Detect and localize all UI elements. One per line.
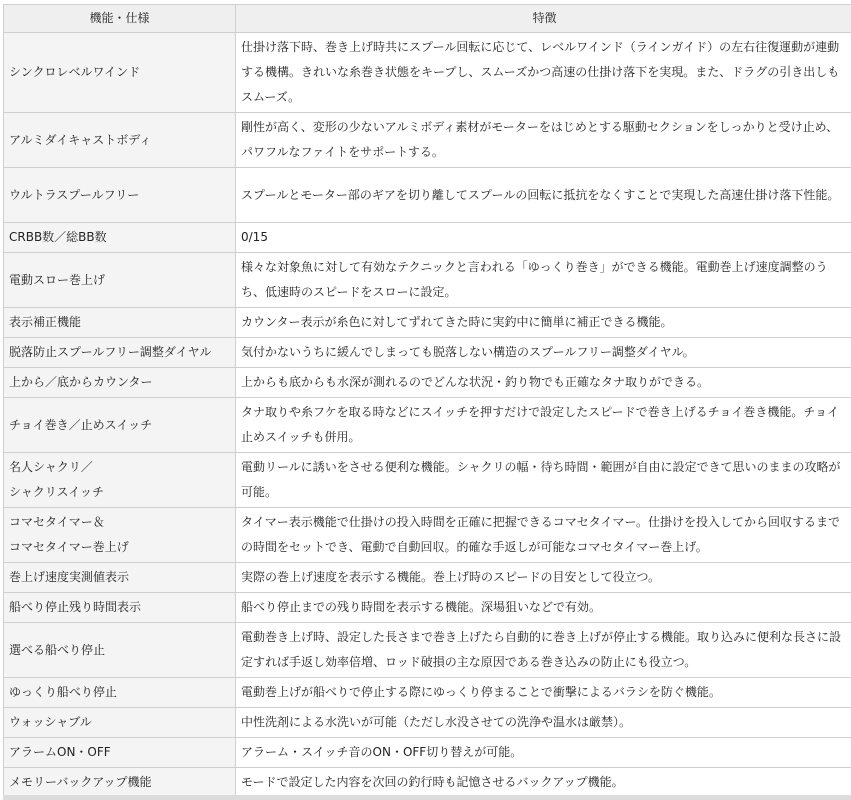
feature-name-cell: ウルトラスプールフリー [4,168,236,223]
feature-name-cell: ウォッシャブル [4,708,236,738]
feature-description-cell: スプールとモーター部のギアを切り離してスプールの回転に抵抗をなくすことで実現した高速仕掛け落下性能。 [236,168,851,223]
feature-description-cell: 仕掛け落下時、巻き上げ時共にスプール回転に応じて、レベルワインド（ラインガイド）の左右往復運動が連動する機構。きれいな糸巻き状態をキープし、スムーズかつ高速の仕掛け落下を実現。また、ドラグの引き出しもスムーズ。 [236,33,851,113]
table-row [4,708,851,738]
feature-description-cell: アラーム・スイッチ音のON・OFF切り替えが可能。 [236,738,851,768]
feature-name-cell: 選べる船べり停止 [4,623,236,678]
table-row [4,453,851,508]
feature-description-cell: 気付かないうちに緩んでしまっても脱落しない構造のスプールフリー調整ダイヤル。 [236,338,851,368]
table-row [4,33,851,113]
feature-description-cell: タイマー表示機能で仕掛けの投入時間を正確に把握できるコマセタイマー。仕掛けを投入してから回収するまでの時間をセットでき、電動で自動回収。的確な手返しが可能なコマセタイマー巻上げ。 [236,508,851,563]
spec-table [3,4,851,798]
table-row [4,508,851,563]
column-header-description: 特徴 [236,5,851,33]
feature-description-cell: 上からも底からも水深が測れるのでどんな状況・釣り物でも正確なタナ取りができる。 [236,368,851,398]
table-row [4,113,851,168]
table-row [4,168,851,223]
feature-description-cell: 中性洗剤による水洗いが可能（ただし水没させての洗浄や温水は厳禁）。 [236,708,851,738]
feature-name-cell: アルミダイキャストボディ [4,113,236,168]
feature-description-cell: 0/15 [236,223,851,253]
table-row [4,253,851,308]
table-row [4,768,851,798]
feature-name-cell: 上から／底からカウンター [4,368,236,398]
feature-name-cell: 巻上げ速度実測値表示 [4,563,236,593]
table-row [4,623,851,678]
feature-name-cell: チョイ巻き／止めスイッチ [4,398,236,453]
table-row [4,738,851,768]
feature-name-cell: CRBB数／総BB数 [4,223,236,253]
feature-name-cell: 脱落防止スプールフリー調整ダイヤル [4,338,236,368]
table-row [4,368,851,398]
horizontal-scrollbar[interactable] [3,795,851,800]
feature-name-cell: シンクロレベルワインド [4,33,236,113]
feature-name-cell: 名人シャクリ／ シャクリスイッチ [4,453,236,508]
feature-description-cell: 電動巻上げが船べりで停止する際にゆっくり停まることで衝撃によるバラシを防ぐ機能。 [236,678,851,708]
table-row [4,678,851,708]
feature-name-cell: コマセタイマー＆ コマセタイマー巻上げ [4,508,236,563]
table-row [4,563,851,593]
feature-name-cell: メモリーバックアップ機能 [4,768,236,798]
table-row [4,223,851,253]
table-row [4,308,851,338]
table-row [4,398,851,453]
feature-description-cell: 様々な対象魚に対して有効なテクニックと言われる「ゆっくり巻き」ができる機能。電動巻上げ速度調整のうち、低速時のスピードをスローに設定。 [236,253,851,308]
feature-description-cell: タナ取りや糸フケを取る時などにスイッチを押すだけで設定したスピードで巻き上げるチョイ巻き機能。チョイ止めスイッチも併用。 [236,398,851,453]
table-row [4,338,851,368]
feature-name-cell: アラームON・OFF [4,738,236,768]
feature-description-cell: 船べり停止までの残り時間を表示する機能。深場狙いなどで有効。 [236,593,851,623]
feature-description-cell: 実際の巻上げ速度を表示する機能。巻上げ時のスピードの目安として役立つ。 [236,563,851,593]
table-row [4,593,851,623]
feature-name-cell: 船べり停止残り時間表示 [4,593,236,623]
table-header-row [4,5,851,33]
feature-description-cell: モードで設定した内容を次回の釣行時も記憶させるバックアップ機能。 [236,768,851,798]
column-header-feature: 機能・仕様 [4,5,236,33]
feature-description-cell: 電動巻き上げ時、設定した長さまで巻き上げたら自動的に巻き上げが停止する機能。取り込みに便利な長さに設定すれば手返し効率倍増、ロッド破損の主な原因である巻き込みの防止にも役立つ。 [236,623,851,678]
feature-name-cell: 電動スロー巻上げ [4,253,236,308]
feature-name-cell: ゆっくり船べり停止 [4,678,236,708]
feature-description-cell: カウンター表示が糸色に対してずれてきた時に実釣中に簡単に補正できる機能。 [236,308,851,338]
feature-name-cell: 表示補正機能 [4,308,236,338]
feature-description-cell: 剛性が高く、変形の少ないアルミボディ素材がモーターをはじめとする駆動セクションをしっかりと受け止め、パワフルなファイトをサポートする。 [236,113,851,168]
feature-description-cell: 電動リールに誘いをさせる便利な機能。シャクリの幅・待ち時間・範囲が自由に設定できて思いのままの攻略が可能。 [236,453,851,508]
